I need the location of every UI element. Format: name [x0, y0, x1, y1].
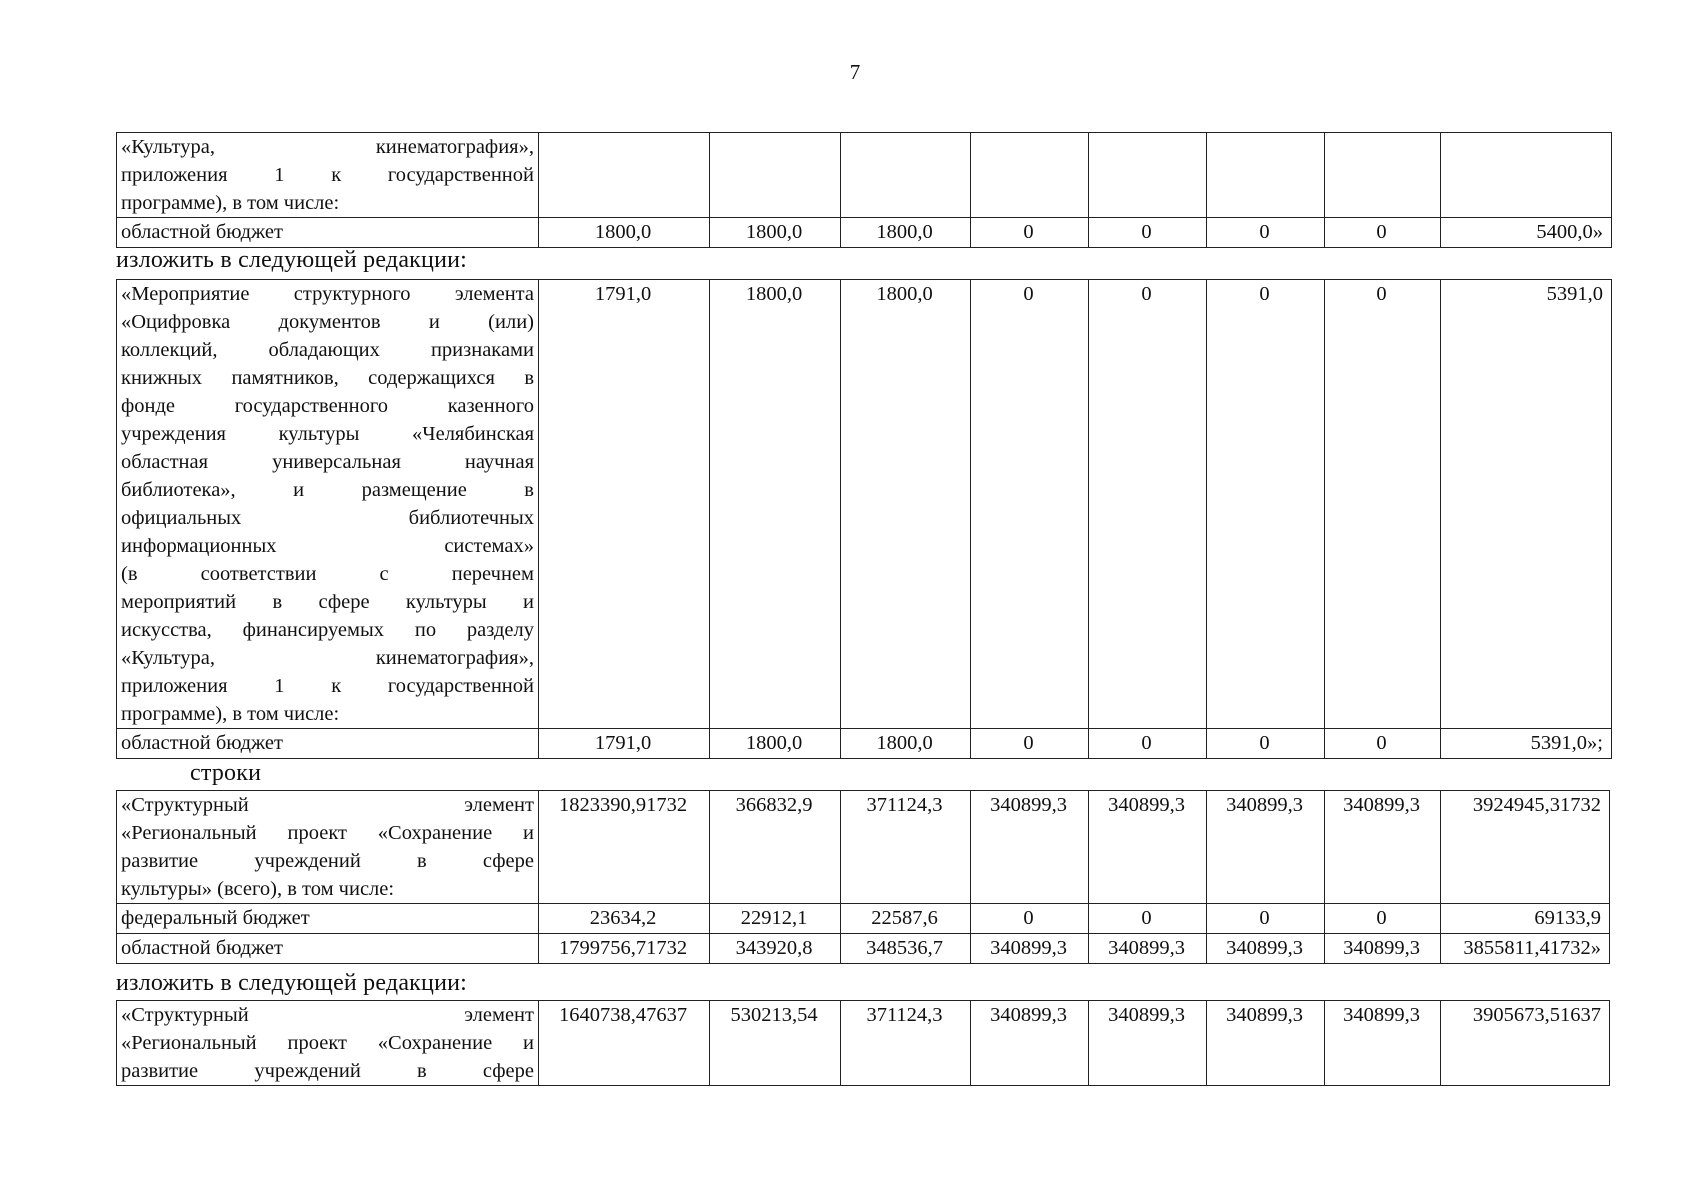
table-1-block: [116, 132, 1612, 248]
table-3-block: [116, 790, 1610, 964]
row-label: областной бюджет: [117, 934, 539, 964]
value-cell: 69133,9: [1441, 904, 1610, 934]
value-cell: 1791,0: [539, 729, 710, 759]
page-number: 7: [849, 60, 861, 84]
label-line: «Региональный проект «Сохранение и: [121, 822, 534, 844]
value-cell: 340899,3: [1207, 1001, 1325, 1086]
label-line: программе), в том числе:: [121, 192, 340, 214]
label-line: «Оцифровка документов и (или): [121, 311, 534, 333]
empty-cell: [1089, 133, 1207, 218]
table-1: [116, 132, 1612, 248]
value-cell: 0: [1089, 218, 1207, 248]
table-row: [117, 904, 1610, 934]
empty-cell: [971, 133, 1089, 218]
label-line: искусства, финансируемых по разделу: [121, 619, 534, 641]
table-row: [117, 218, 1612, 248]
value-cell: 343920,8: [710, 934, 841, 964]
label-line: приложения 1 к государственной: [121, 164, 534, 186]
table-4: [116, 1000, 1610, 1086]
value-cell: 1640738,47637: [539, 1001, 710, 1086]
empty-cell: [539, 133, 710, 218]
value-cell: 1800,0: [710, 280, 841, 729]
label-line: областная универсальная научная: [121, 451, 534, 473]
value-cell: 0: [1325, 280, 1441, 729]
value-cell: 340899,3: [1325, 934, 1441, 964]
value-cell: 0: [1207, 218, 1325, 248]
value-cell: 340899,3: [971, 791, 1089, 904]
table-row: [117, 729, 1612, 759]
value-cell: 0: [1207, 904, 1325, 934]
value-cell: 5391,0: [1441, 280, 1612, 729]
value-cell: 23634,2: [539, 904, 710, 934]
label-line: официальных библиотечных: [121, 507, 534, 529]
section-heading: изложить в следующей редакции:: [116, 247, 468, 273]
label-line: (в соответствии с перечнем: [121, 563, 534, 585]
value-cell: 0: [971, 218, 1089, 248]
value-cell: 348536,7: [841, 934, 971, 964]
table-2-block: [116, 279, 1612, 759]
value-cell: 340899,3: [971, 1001, 1089, 1086]
value-cell: 5391,0»;: [1441, 729, 1612, 759]
value-cell: 0: [1325, 729, 1441, 759]
value-cell: 0: [1089, 280, 1207, 729]
label-line: коллекций, обладающих признаками: [121, 339, 534, 361]
value-cell: 1791,0: [539, 280, 710, 729]
row-label: федеральный бюджет: [117, 904, 539, 934]
value-cell: 1800,0: [841, 729, 971, 759]
value-cell: 0: [1207, 729, 1325, 759]
value-cell: 366832,9: [710, 791, 841, 904]
value-cell: 0: [1325, 218, 1441, 248]
table-1-header-row: [117, 133, 1612, 218]
empty-cell: [710, 133, 841, 218]
empty-cell: [1325, 133, 1441, 218]
row-label: областной бюджет: [117, 729, 539, 759]
label-line: фонде государственного казенного: [121, 395, 534, 417]
value-cell: 22587,6: [841, 904, 971, 934]
value-cell: 371124,3: [841, 791, 971, 904]
value-cell: 340899,3: [1325, 1001, 1441, 1086]
empty-cell: [1207, 133, 1325, 218]
value-cell: 3924945,31732: [1441, 791, 1610, 904]
value-cell: 1823390,91732: [539, 791, 710, 904]
section-heading: строки: [190, 760, 262, 786]
label-line: библиотека», и размещение в: [121, 479, 534, 501]
value-cell: 1800,0: [841, 280, 971, 729]
label-line: информационных системах»: [121, 535, 534, 557]
table-4-main-row: [117, 1001, 1610, 1086]
value-cell: 0: [1089, 729, 1207, 759]
label-line: «Культура, кинематография»,: [121, 647, 534, 669]
value-cell: 340899,3: [1089, 791, 1207, 904]
value-cell: 340899,3: [1089, 1001, 1207, 1086]
measure-label: [117, 280, 539, 729]
value-cell: 1800,0: [710, 218, 841, 248]
label-line: мероприятий в сфере культуры и: [121, 591, 534, 613]
value-cell: 1800,0: [710, 729, 841, 759]
label-line: учреждения культуры «Челябинская: [121, 423, 534, 445]
table-3: [116, 790, 1610, 964]
row-label: областной бюджет: [117, 218, 539, 248]
label-line: «Структурный элемент: [121, 794, 534, 816]
table-2-main-row: [117, 280, 1612, 729]
label-line: «Структурный элемент: [121, 1004, 534, 1026]
value-cell: 22912,1: [710, 904, 841, 934]
empty-cell: [1441, 133, 1612, 218]
label-line: «Региональный проект «Сохранение и: [121, 1032, 534, 1054]
value-cell: 1800,0: [841, 218, 971, 248]
label-line: программе), в том числе:: [121, 703, 340, 725]
value-cell: 340899,3: [971, 934, 1089, 964]
structural-element-label: [117, 1001, 539, 1086]
table-1-header-label: [117, 133, 539, 218]
value-cell: 530213,54: [710, 1001, 841, 1086]
table-row: [117, 934, 1610, 964]
value-cell: 340899,3: [1325, 791, 1441, 904]
table-4-block: [116, 1000, 1610, 1086]
label-line: «Мероприятие структурного элемента: [121, 283, 534, 305]
value-cell: 0: [971, 904, 1089, 934]
label-line: развитие учреждений в сфере: [121, 1060, 534, 1082]
value-cell: 3905673,51637: [1441, 1001, 1610, 1086]
table-2: [116, 279, 1612, 759]
value-cell: 1799756,71732: [539, 934, 710, 964]
value-cell: 0: [971, 729, 1089, 759]
table-3-main-row: [117, 791, 1610, 904]
label-line: приложения 1 к государственной: [121, 675, 534, 697]
value-cell: 5400,0»: [1441, 218, 1612, 248]
value-cell: 1800,0: [539, 218, 710, 248]
section-heading: изложить в следующей редакции:: [116, 970, 468, 996]
empty-cell: [841, 133, 971, 218]
label-line: культуры» (всего), в том числе:: [121, 878, 395, 900]
value-cell: 3855811,41732»: [1441, 934, 1610, 964]
value-cell: 0: [1325, 904, 1441, 934]
value-cell: 371124,3: [841, 1001, 971, 1086]
label-line: развитие учреждений в сфере: [121, 850, 534, 872]
value-cell: 0: [1089, 904, 1207, 934]
value-cell: 340899,3: [1207, 934, 1325, 964]
label-line: книжных памятников, содержащихся в: [121, 367, 534, 389]
structural-element-label: [117, 791, 539, 904]
value-cell: 340899,3: [1207, 791, 1325, 904]
value-cell: 340899,3: [1089, 934, 1207, 964]
value-cell: 0: [1207, 280, 1325, 729]
value-cell: 0: [971, 280, 1089, 729]
label-line: «Культура, кинематография»,: [121, 136, 534, 158]
